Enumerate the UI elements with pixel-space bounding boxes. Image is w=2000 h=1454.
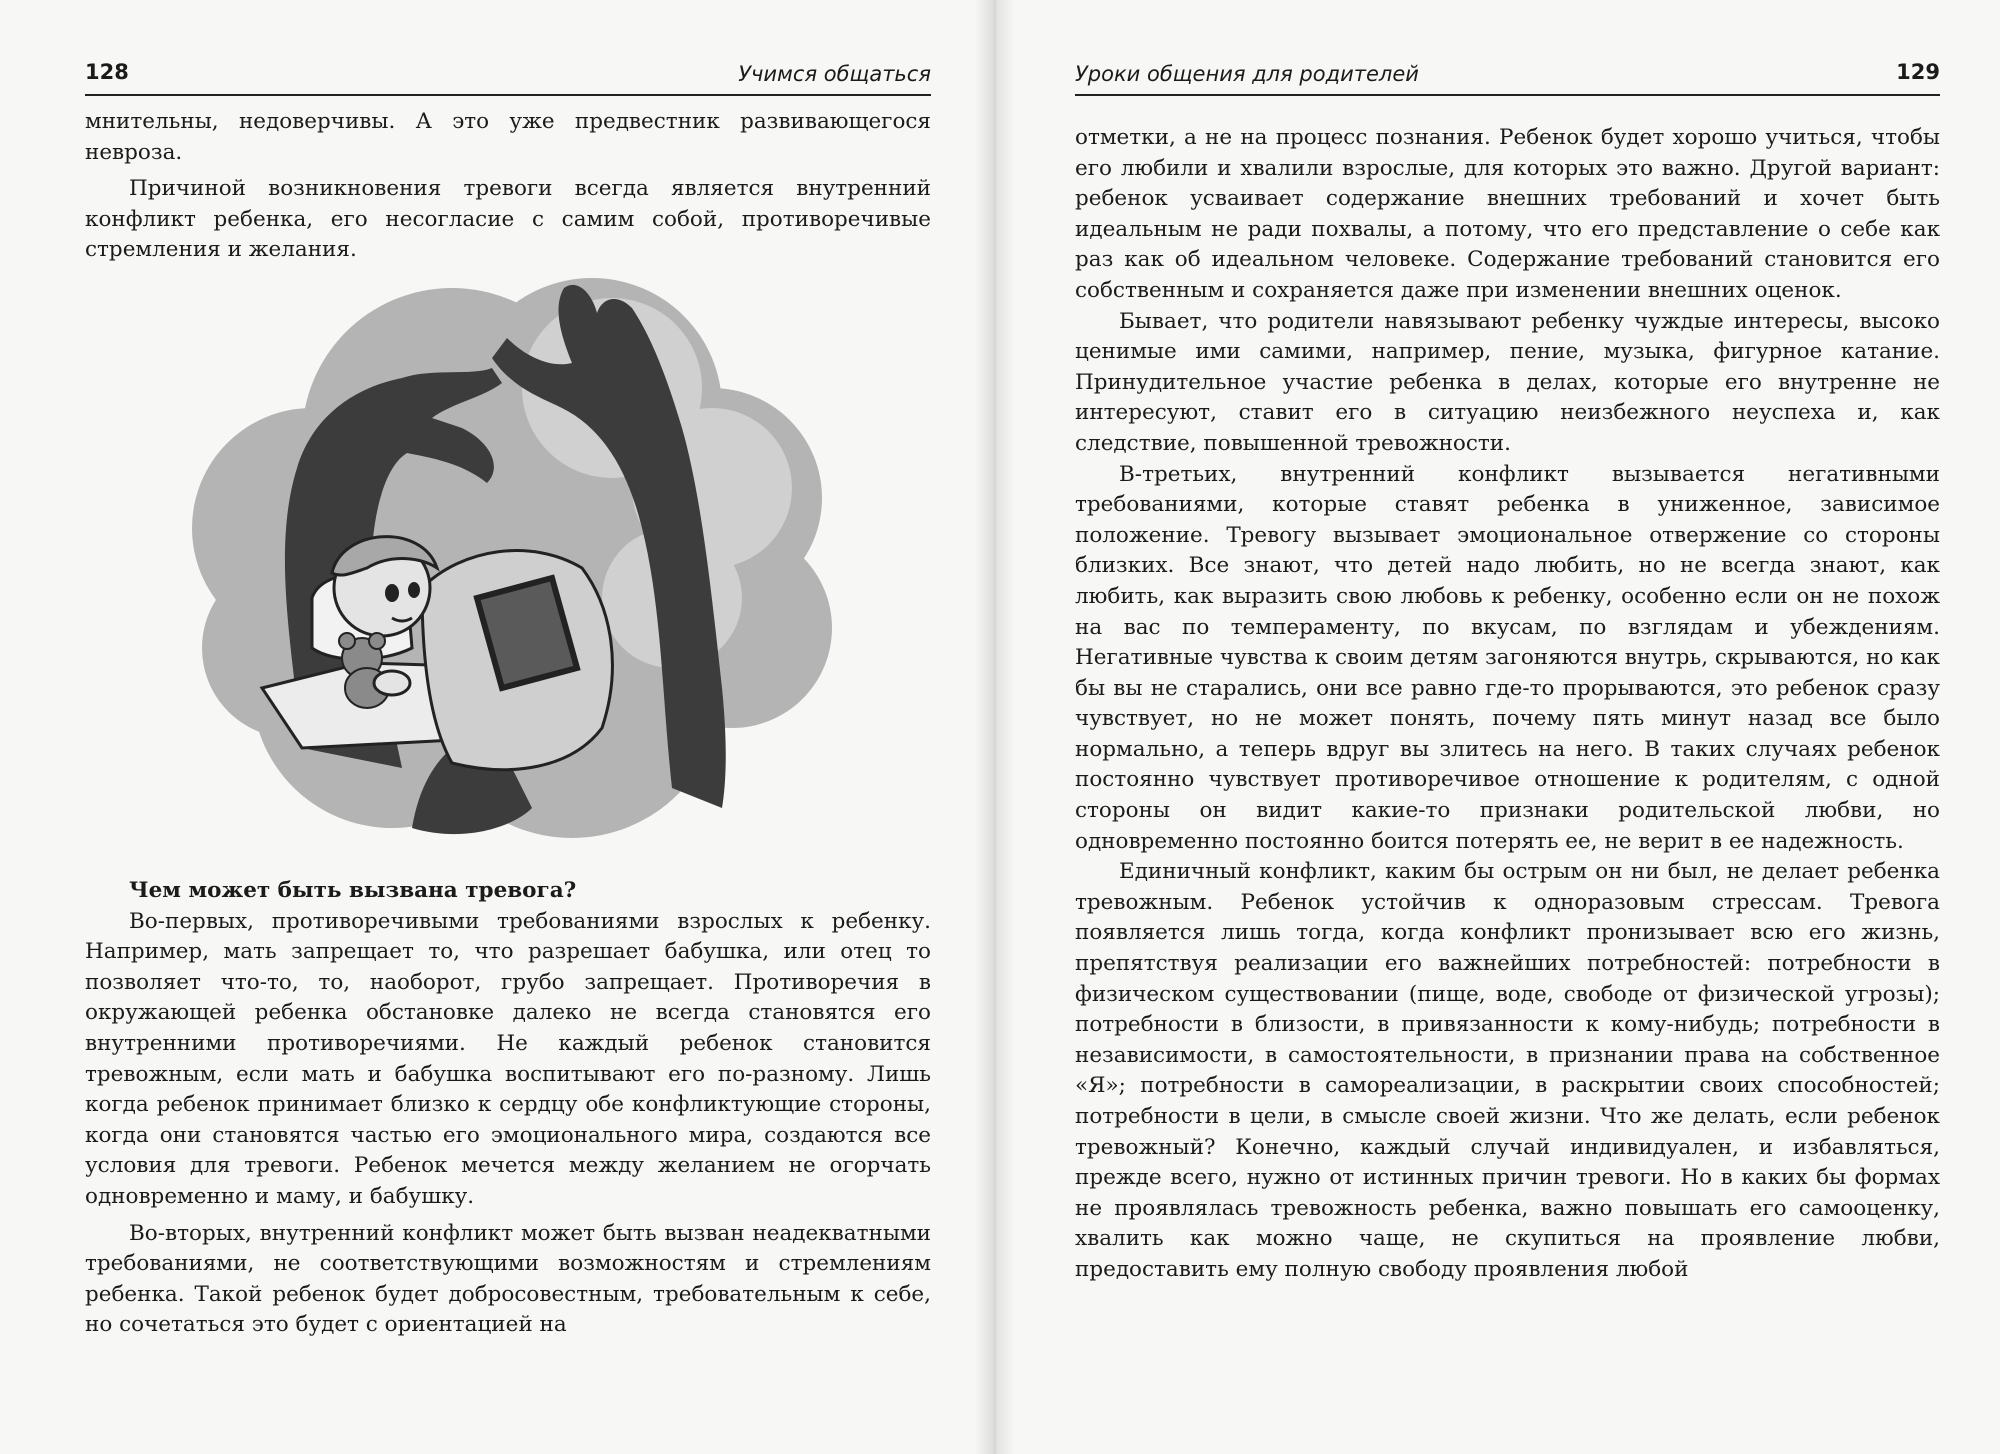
running-head: Уроки общения для родителей (1075, 62, 1419, 86)
left-bottom-text (85, 876, 931, 1341)
right-page (990, 0, 2000, 1454)
paragraph: Во-вторых, внутренний конфликт может быть вызван неадекватными требованиями, не соответствующими возможностям и стремлениям ребенка. Такой ребенок будет добросовестным, требовательным к себе, но сочетаться это будет с ориентацией на (85, 1220, 931, 1338)
page-number: 129 (1896, 60, 1940, 84)
right-page-header (1075, 58, 1940, 96)
running-head: Учимся общаться (738, 62, 931, 86)
left-top-text (85, 107, 931, 266)
paragraph: отметки, а не на процесс познания. Ребенок будет хорошо учиться, чтобы его любили и хвалили взрослые, для которых это важно. Другой вариант: ребенок усваивает содержание внешних требований и хочет быть идеальным не ради похвалы, а потому, что его представление о себе как раз как об идеальном человеке. Содержание требований становится его собственным и сохраняется даже при изменении внешних оценок. (1075, 125, 1940, 303)
section-heading: Чем может быть вызвана тревога? (129, 878, 577, 903)
right-text (1075, 123, 1940, 1286)
left-page (0, 0, 990, 1454)
book-gutter (975, 0, 1015, 1454)
paragraph: Во-первых, противоречивыми требованиями взрослых к ребенку. Например, мать запрещает то, что разрешает бабушка, или отец то позволяет что-то, то, наоборот, грубо запрещает. Противоречия в окружающей ребенка обстановке далеко не всегда становятся его внутренними противоречиями. Не каждый ребенок становится тревожным, если мать и бабушка воспитывают его по-разному. Лишь когда ребенок принимает близко к сердцу обе конфликтующие стороны, когда они становятся частью его эмоционального мира, создаются все условия для тревоги. Ребенок мечется между желанием не огорчать одновременно и маму, и бабушку. (85, 908, 931, 1209)
paragraph: Бывает, что родители навязывают ребенку чуждые интересы, высоко ценимые ими самими, например, пение, музыка, фигурное катание. Принудительное участие ребенка в делах, которые его внутренне не интересуют, ставит его в ситуацию неизбежного неуспеха и, как следствие, повышенной тревожности. (1075, 308, 1940, 456)
paragraph: мнительны, недоверчивы. А это уже предвестник развивающегося невроза. (85, 109, 931, 165)
page-number: 128 (85, 60, 129, 84)
paragraph: Единичный конфликт, каким бы острым он ни был, не делает ребенка тревожным. Ребенок устойчив к одноразовым стрессам. Тревога появляется лишь тогда, когда конфликт пронизывает всю его жизнь, препятствуя реализации его важнейших потребностей: потребности в физическом существовании (пище, воде, свободе от физической угрозы); потребности в близости, в привязанности к кому-нибудь; потребности в независимости, в самостоятельности, в признании права на собственное «Я»; потребности в самореализации, в раскрытии своих способностей; потребности в цели, в смысле своей жизни. Что же делать, если ребенок тревожный? Конечно, каждый случай индивидуален, и избавляться, прежде всего, нужно от истинных причин тревоги. Но в каких бы формах не проявлялась тревожность ребенка, важно повышать его самооценку, хвалить как можно чаще, не скупиться на проявление любви, предоставить ему полную свободу проявления любой (1075, 859, 1940, 1282)
paragraph: Причиной возникновения тревоги всегда является внутренний конфликт ребенка, его несогласие с самим собой, противоречивые стремления и желания. (85, 176, 931, 263)
paragraph: В-третьих, внутренний конфликт вызывается негативными требованиями, которые ставят ребенка в униженное, зависимое положение. Тревогу вызывает эмоциональное отвержение со стороны близких. Все знают, что детей надо любить, но не всегда знают, как любить, как выразить свою любовь к ребенку, особенно если он не похож на вас по темпераменту, по вкусам, по взглядам и убеждениям. Негативные чувства к своим детям загоняются внутрь, скрываются, но как бы вы не старались, они все равно где-то прорываются, это ребенок сразу чувствует, но не может понять, почему пять минут назад все было нормально, а теперь вдруг вы злитесь на него. В таких случаях ребенок постоянно чувствует противоречивое отношение к родителям, с одной стороны он видит какие-то признаки родительской любви, но одновременно постоянно боится потерять ее, не верит в ее надежность. (1075, 461, 1940, 854)
left-page-header (85, 58, 931, 96)
anxious-child-illustration (192, 268, 842, 848)
